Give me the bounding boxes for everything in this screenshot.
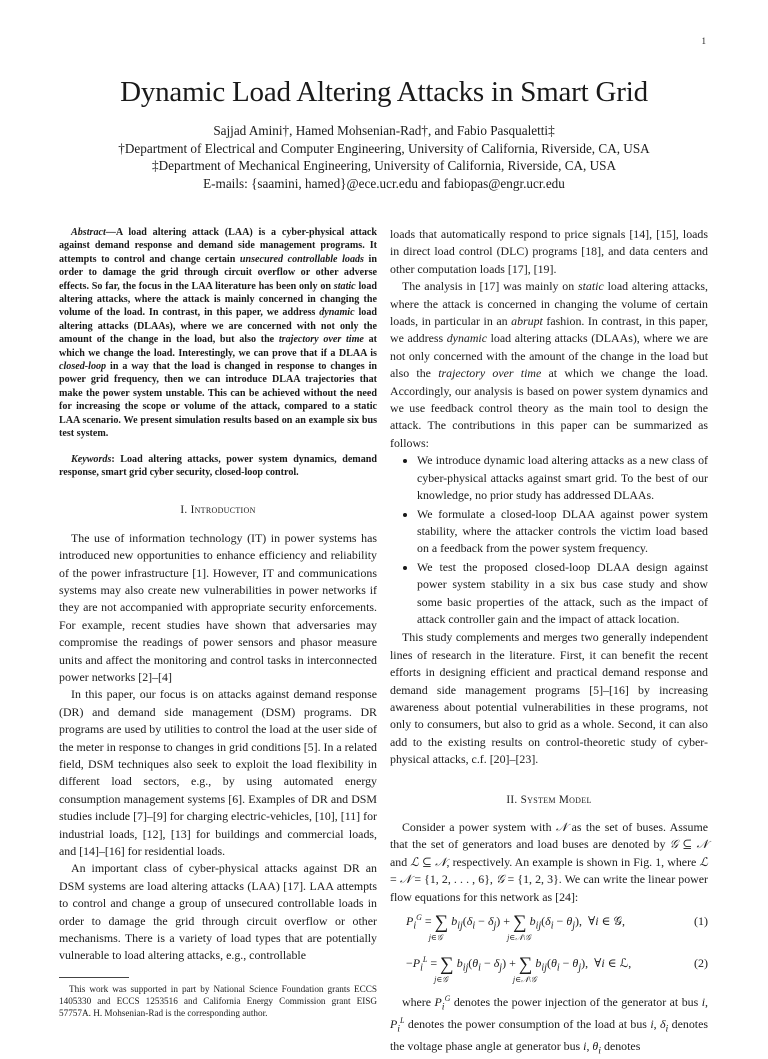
keywords-label: Keywords xyxy=(71,453,112,465)
affiliation-ee: †Department of Electrical and Computer Engineering, University of California, Riverside, CA, USA xyxy=(118,140,650,156)
contribution-item: • We test the proposed closed-loop DLAA design against power system stability in a six bus case study and show some basic properties of the attack, such as the impact of attack controller gain and the impact of attack location. xyxy=(417,559,708,629)
intro-paragraph-3-continued: loads that automatically respond to price signals [14], [15], loads in direct load control (DLC) programs [18], and data centers and other computation loads [17], [19]. xyxy=(390,227,708,276)
intro-paragraph-3: An important class of cyber-physical attacks against DR an DSM systems are load altering attacks (LAA) [17]. LAA attempts to control and change a group of unsecured controllable loads in order to damage the grid through circuit overflow or other mechanisms. There is a variety of load types that are potentially vulnerable to load altering attacks, e.g., controllable xyxy=(59,861,377,963)
paper-title: Dynamic Load Altering Attacks in Smart Grid xyxy=(120,76,648,108)
contribution-item: • We formulate a closed-loop DLAA against power system stability, where the attacker controls the victim load based on a feedback from the power system frequency. xyxy=(417,506,708,558)
right-column xyxy=(390,226,708,1059)
equation-2-number: (2) xyxy=(694,956,708,971)
author-names: Sajjad Amini†, Hamed Mohsenian-Rad†, and Fabio Pasqualetti‡ xyxy=(213,123,555,138)
equation-1-number: (1) xyxy=(694,914,708,929)
equation-1-body: $P_i^G$ = ∑ j∈𝒢 $b_{ij}(\delta_i - \delta_j)$ + ∑ j∈𝒩\𝒢 $b_{ij}(\delta_i - \theta_j)$, ∀i ∈ 𝒢, xyxy=(406,912,626,943)
intro-paragraph-1: The use of information technology (IT) in power systems has introduced new opportunities to enhance efficiency and reliability of the power infrastructure [1]. However, IT and communications systems may also create new vulnerabilities in power networks if they are not accompanied with appropriate security enforcements. For example, recent studies have shown that adversaries may compromise the readings of power sensors and phasor measure units and affect the monitoring and control tasks in interconnected power networks [2]–[4] xyxy=(59,530,377,684)
intro-paragraph-5: This study complements and merges two generally independent lines of research in the literature. First, it can benefit the recent efforts in designing efficient and practical demand response and demand side management programs [5]–[16] by increasing awareness about potential vulnerabilities in these programs, not only to consumers, but also to grid as a whole. Second, it can also add to the existing results on control-theoretic study of cyber-physical attacks, c.f. [20]–[23]. xyxy=(390,630,708,767)
intro-paragraph-4: The analysis in [17] was mainly on static load altering attacks, where the attack is concerned in changing the volume of certain loads, in particular in an abrupt fashion. In contrast, in this paper, we address dynamic load altering attacks (DLAAs), where we are not only concerned with the amount of the change in the load but also the trajectory over time at which we change the load. Accordingly, our analysis is based on power system dynamics and we use feedback control theory as the main tool to design the attack. The contributions in this paper can be summarized as follows: xyxy=(390,279,708,450)
funding-footnote: This work was supported in part by National Science Foundation grants ECCS 1405330 and ECCS 1253516 and California Energy Commission grant EISG 57757A. H. Mohsenian-Rad is the corresponding author. xyxy=(59,983,377,1018)
left-column xyxy=(59,226,377,1019)
keywords: Keywords: Load altering attacks, power system dynamics, demand response, smart grid cyber security, closed-loop control. xyxy=(59,453,377,478)
section-heading-introduction: I. Introduction xyxy=(180,504,256,517)
equation-2 xyxy=(390,956,708,990)
author-block xyxy=(0,122,768,192)
abstract-label: Abstract xyxy=(71,227,106,238)
abstract: Abstract—A load altering attack (LAA) is a cyber-physical attack against demand response and demand side management programs. It attempts to control and change certain unsecured controllable loads in order to damage the grid through circuit overflow or other adverse effects. So far, the focus in the LAA literature has been only on static load altering attacks, where the attack is mainly concerned in changing the volume of the load. In contrast, in this paper, we address dynamic load altering attacks (DLAAs), where we are concerned with not only the amount of the change in the load, but also the trajectory over time at which we change the load. Interestingly, we can prove that if a DLAA is closed-loop in a way that the load is changed in response to changes in power grid frequency, then we can introduce DLAA trajectories that make the power system unstable. This can be achieved without the need for increasing the scope or volume of the attack, compared to a static LAA scenario. We present simulation results based on an example six bus test system. xyxy=(59,227,377,440)
author-emails: E-mails: {saamini, hamed}@ece.ucr.edu and fabiopas@engr.ucr.edu xyxy=(203,175,565,191)
footnote-rule xyxy=(59,977,129,978)
contribution-item: • We introduce dynamic load altering attacks as a new class of cyber-physical attacks against smart grid. To the best of our knowledge, no prior study has addressed DLAAs. xyxy=(417,452,708,504)
equation-1 xyxy=(390,914,708,948)
equation-2-body: $-P_i^L$ = ∑ j∈𝒢 $b_{ij}(\theta_i - \delta_j)$ + ∑ j∈𝒩\𝒢 $b_{ij}(\theta_i - \theta_j)$, ∀i ∈ ℒ, xyxy=(406,954,632,985)
system-model-paragraph-1: Consider a power system with 𝒩 as the set of buses. Assume that the set of generators and load buses are denoted by 𝒢 ⊆ 𝒩 and ℒ ⊆ 𝒩, respectively. An example is shown in Fig. 1, where ℒ = 𝒩 = {1, 2, . . . , 6}, 𝒢 = {1, 2, 3}. We can write the linear power flow equations for this network as [24]: xyxy=(390,820,708,904)
intro-paragraph-2: In this paper, our focus is on attacks against demand response (DR) and demand side management (DSM) programs. DR programs are used by utilities to control the load at the user side of the meter in response to changes in grid conditions [5]. In a related field, DSM techniques also seek to exploit the load flexibility in different load sectors, e.g., by using automated energy consumption management systems [6]. Examples of DR and DSM studies include [7]–[9] for charging electric-vehicles, [10], [11] for industrial loads, [12], [13] for buildings and commercial loads, and [14]–[16] for residential loads. xyxy=(59,687,377,859)
system-model-paragraph-2: where $P_i^G$ denotes the power injection of the generator at bus i, $P_i^L$ denotes the power consumption of the load at bus i, $\delta_i$ denotes the voltage phase angle at generator bus i, $\theta_i$ denotes xyxy=(390,994,708,1056)
affiliation-me: ‡Department of Mechanical Engineering, University of California, Riverside, CA, USA xyxy=(151,158,616,173)
page-number: 1 xyxy=(701,36,706,46)
contribution-list xyxy=(390,452,708,628)
section-heading-system-model: II. System Model xyxy=(506,793,592,806)
